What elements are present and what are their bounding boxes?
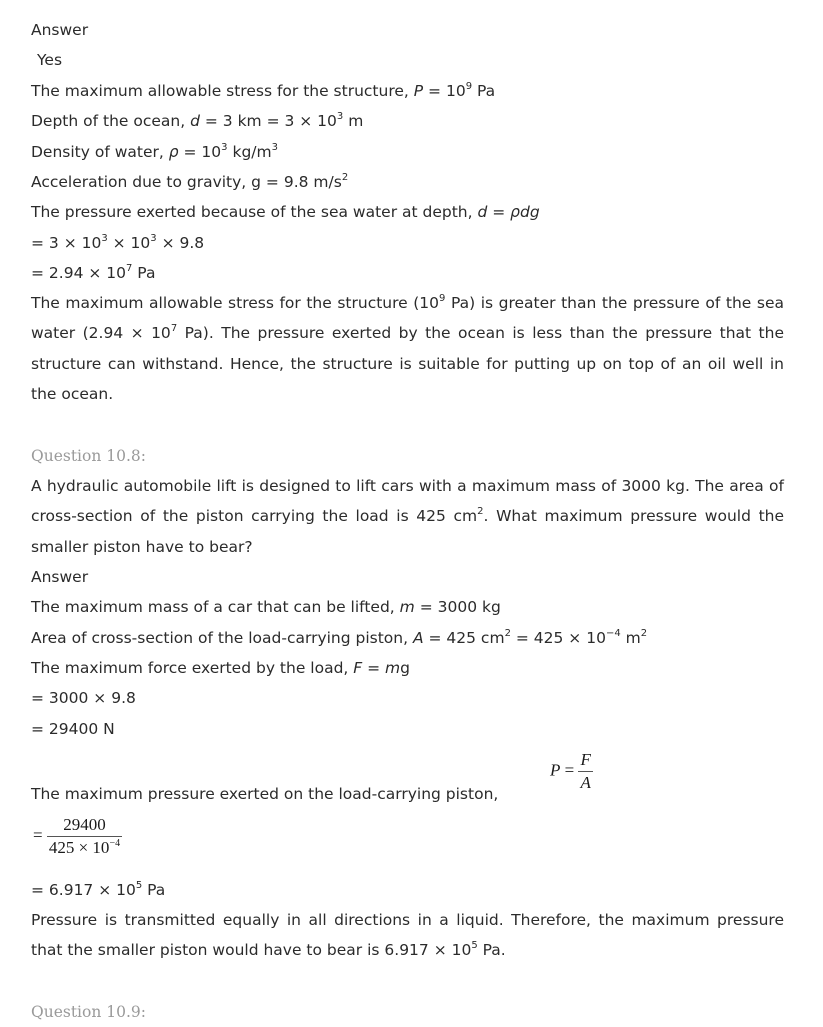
- formula-eq: =: [560, 760, 579, 780]
- mass-var: m: [399, 598, 415, 616]
- mass-line: [31, 597, 501, 617]
- answer-yes-text: Yes: [37, 51, 63, 69]
- answer-label-text: Answer: [31, 21, 89, 39]
- pressure-eq: =: [487, 203, 511, 221]
- stress-var: P: [413, 82, 424, 100]
- area-eq: = 425 cm: [423, 629, 505, 647]
- calc-den-a: 425 × 10: [48, 838, 110, 857]
- calc2-unit: Pa: [132, 264, 156, 282]
- gravity-prefix: Acceleration due to gravity, g = 9.8 m/s: [31, 173, 342, 191]
- calc-line-2: [31, 263, 155, 283]
- area-prefix: Area of cross-section of the load-carrying piston,: [31, 629, 413, 647]
- pressure-var: d: [477, 203, 488, 221]
- force-prefix: The maximum force exerted by the load,: [31, 659, 354, 677]
- conclusion-exp1: 9: [439, 293, 446, 304]
- stress-unit: Pa: [472, 82, 496, 100]
- depth-exp: 3: [336, 111, 344, 122]
- force-calc-1: [31, 688, 136, 708]
- depth-eq: = 3 km = 3 × 10: [199, 112, 337, 130]
- calc-line-1: [31, 233, 204, 253]
- conclusion-b: Pa) is greater than the pressure of the sea water (2.94 × 10: [31, 294, 784, 343]
- density-exp: 3: [221, 142, 228, 153]
- depth-var: d: [190, 112, 200, 130]
- pressure-formula-image: [550, 750, 593, 793]
- force-formula-m: m: [385, 659, 401, 677]
- mass-prefix: The maximum mass of a car that can be lifted,: [31, 598, 400, 616]
- area-exp2: −4: [605, 628, 621, 639]
- formula-numerator: F: [578, 750, 592, 772]
- stress-line: [31, 81, 495, 101]
- answer-yes: [37, 50, 62, 70]
- density-unit-exp: 3: [271, 142, 278, 153]
- pressure-calc-image: [33, 815, 122, 858]
- result-exp: 5: [135, 880, 143, 891]
- pressure-formula: ρdg: [510, 203, 540, 221]
- force-line: [31, 658, 410, 678]
- calc-den-exp: −4: [109, 838, 121, 849]
- conclusion-a: The maximum allowable stress for the structure (10: [31, 294, 440, 312]
- formula-fraction: [578, 750, 592, 793]
- calc-denominator: [47, 837, 122, 858]
- question-text-b: . What maximum pressure would the smaller piston have to bear?: [31, 507, 785, 556]
- conclusion-paragraph: [31, 288, 784, 409]
- density-unit: kg/m: [227, 143, 272, 161]
- force-calc-2: [31, 719, 115, 739]
- final-exp: 5: [471, 940, 478, 952]
- area-exp3: 2: [640, 628, 648, 639]
- calc-fraction: [47, 815, 122, 858]
- depth-line: [31, 111, 363, 131]
- area-line: [31, 628, 647, 648]
- depth-unit: m: [343, 112, 364, 130]
- area-exp1: 2: [504, 628, 511, 639]
- pressure-line: [31, 202, 540, 222]
- depth-prefix: Depth of the ocean,: [31, 112, 191, 130]
- density-prefix: Density of water,: [31, 143, 169, 161]
- calc2-exp: 7: [126, 263, 133, 274]
- final-a: Pressure is transmitted equally in all directions in a liquid. Therefore, the maximum pressure that the smaller piston would have to bear is 6.917 × 10: [31, 911, 784, 960]
- answer-label: [31, 20, 88, 40]
- stress-exp: 9: [465, 81, 473, 92]
- conclusion-c: Pa). The pressure exerted by the ocean is less than the pressure that the structure can withstand. Hence, the structure is suitable for putting up on top of an oil well in the ocean.: [31, 324, 784, 403]
- density-var: ρ: [168, 143, 179, 161]
- result-a: = 6.917 × 10: [31, 881, 136, 899]
- question-text: [31, 471, 784, 562]
- area-eq2: = 425 × 10: [510, 629, 606, 647]
- question-text-a: A hydraulic automobile lift is designed to lift cars with a maximum mass of 3000 kg. The area of cross-section of the piston carrying the load is 425 cm: [31, 477, 784, 526]
- calc-numerator: 29400: [47, 815, 122, 837]
- question-heading-text: Question 10.8:: [31, 447, 146, 465]
- question-heading-10-9-text: Question 10.9:: [31, 1003, 146, 1021]
- force-formula-g: g: [400, 659, 410, 677]
- answer-label-2: [31, 567, 88, 587]
- final-paragraph: [31, 905, 784, 966]
- calc1-c: × 9.8: [156, 234, 205, 252]
- max-pressure-line: [31, 784, 498, 804]
- question-heading-10-8: [31, 446, 146, 466]
- density-line: [31, 142, 278, 162]
- mass-eq: = 3000 kg: [414, 598, 501, 616]
- calc1-exp2: 3: [150, 233, 157, 244]
- force-calc2-text: = 29400 N: [31, 720, 115, 738]
- max-pressure-prefix: The maximum pressure exerted on the load-carrying piston,: [31, 785, 499, 803]
- gravity-line: [31, 172, 348, 192]
- calc1-b: × 10: [107, 234, 151, 252]
- calc-eq: =: [33, 825, 47, 845]
- pressure-result: [31, 880, 165, 900]
- force-eq: =: [362, 659, 386, 677]
- formula-denominator: A: [580, 773, 591, 792]
- area-var: A: [412, 629, 424, 647]
- result-unit: Pa: [142, 881, 166, 899]
- conclusion-exp2: 7: [170, 323, 178, 335]
- gravity-exp: 2: [341, 172, 349, 183]
- density-eq: = 10: [178, 143, 222, 161]
- stress-eq: = 10: [423, 82, 466, 100]
- question-heading-10-9: [31, 1002, 146, 1022]
- force-calc1-text: = 3000 × 9.8: [31, 689, 136, 707]
- question-text-exp: 2: [477, 506, 484, 518]
- formula-lhs: P: [550, 760, 561, 780]
- calc1-exp1: 3: [101, 233, 108, 244]
- answer-label-2-text: Answer: [31, 568, 89, 586]
- area-unit: m: [620, 629, 641, 647]
- stress-prefix: The maximum allowable stress for the structure,: [31, 82, 414, 100]
- pressure-prefix: The pressure exerted because of the sea water at depth,: [31, 203, 478, 221]
- force-var: F: [353, 659, 363, 677]
- calc2-a: = 2.94 × 10: [31, 264, 126, 282]
- final-b: Pa.: [477, 941, 506, 960]
- calc1-a: = 3 × 10: [31, 234, 102, 252]
